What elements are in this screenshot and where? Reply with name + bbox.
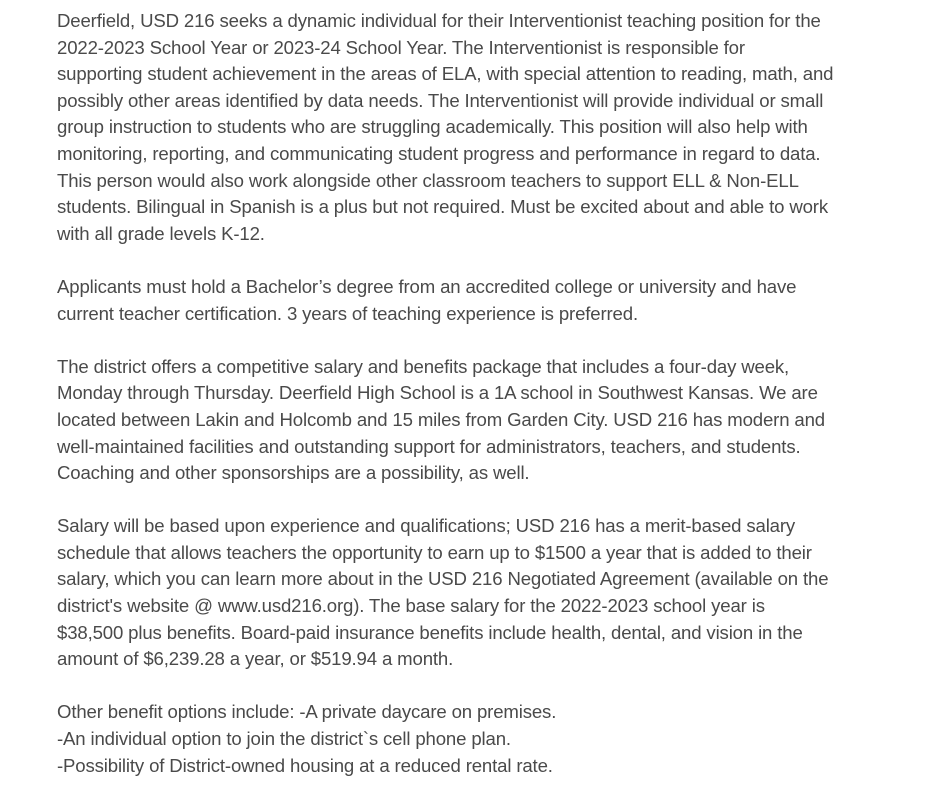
text-line: 2022-2023 School Year or 2023-24 School Year. The Interventionist is responsible for: [57, 36, 745, 58]
requirements-paragraph: [57, 274, 890, 327]
text-line: with all grade levels K-12.: [57, 222, 265, 244]
text-line: Monday through Thursday. Deerfield High School is a 1A school in Southwest Kansas. We are: [57, 382, 818, 404]
text-line: -An individual option to join the district`s cell phone plan.: [57, 728, 511, 750]
text-line: -Possibility of District-owned housing at a reduced rental rate.: [57, 754, 553, 776]
text-line: $38,500 plus benefits. Board-paid insurance benefits include health, dental, and vision in the: [57, 621, 803, 643]
other-benefits-paragraph: [57, 699, 890, 779]
text-line: Coaching and other sponsorships are a possibility, as well.: [57, 462, 530, 484]
text-line: Deerfield, USD 216 seeks a dynamic individual for their Interventionist teaching position for the: [57, 10, 821, 31]
text-line: This person would also work alongside other classroom teachers to support ELL & Non-ELL: [57, 169, 799, 191]
text-line: Salary will be based upon experience and qualifications; USD 216 has a merit-based salary: [57, 515, 796, 537]
position-description-paragraph: [57, 8, 890, 247]
text-line: supporting student achievement in the areas of ELA, with special attention to reading, math, and: [57, 63, 834, 85]
text-line: students. Bilingual in Spanish is a plus but not required. Must be excited about and able to work: [57, 196, 829, 218]
district-benefits-paragraph: [57, 354, 890, 487]
text-line: district's website @ www.usd216.org). The base salary for the 2022-2023 school year is: [57, 595, 765, 617]
text-line: schedule that allows teachers the opportunity to earn up to $1500 a year that is added to their: [57, 541, 812, 563]
text-line: well-maintained facilities and outstanding support for administrators, teachers, and students.: [57, 435, 801, 457]
salary-paragraph: [57, 513, 890, 673]
text-line: possibly other areas identified by data needs. The Interventionist will provide individual or small: [57, 89, 824, 111]
text-line: located between Lakin and Holcomb and 15 miles from Garden City. USD 216 has modern and: [57, 408, 825, 430]
text-line: Applicants must hold a Bachelor’s degree from an accredited college or university and have: [57, 275, 797, 297]
text-line: group instruction to students who are struggling academically. This position will also help with: [57, 116, 808, 138]
text-line: monitoring, reporting, and communicating student progress and performance in regard to data.: [57, 142, 821, 164]
text-line: amount of $6,239.28 a year, or $519.94 a month.: [57, 648, 454, 670]
text-line: Other benefit options include: -A private daycare on premises.: [57, 701, 557, 723]
text-line: The district offers a competitive salary and benefits package that includes a four-day week,: [57, 355, 790, 377]
text-line: current teacher certification. 3 years of teaching experience is preferred.: [57, 302, 638, 324]
text-line: salary, which you can learn more about in the USD 216 Negotiated Agreement (available on the: [57, 568, 829, 590]
